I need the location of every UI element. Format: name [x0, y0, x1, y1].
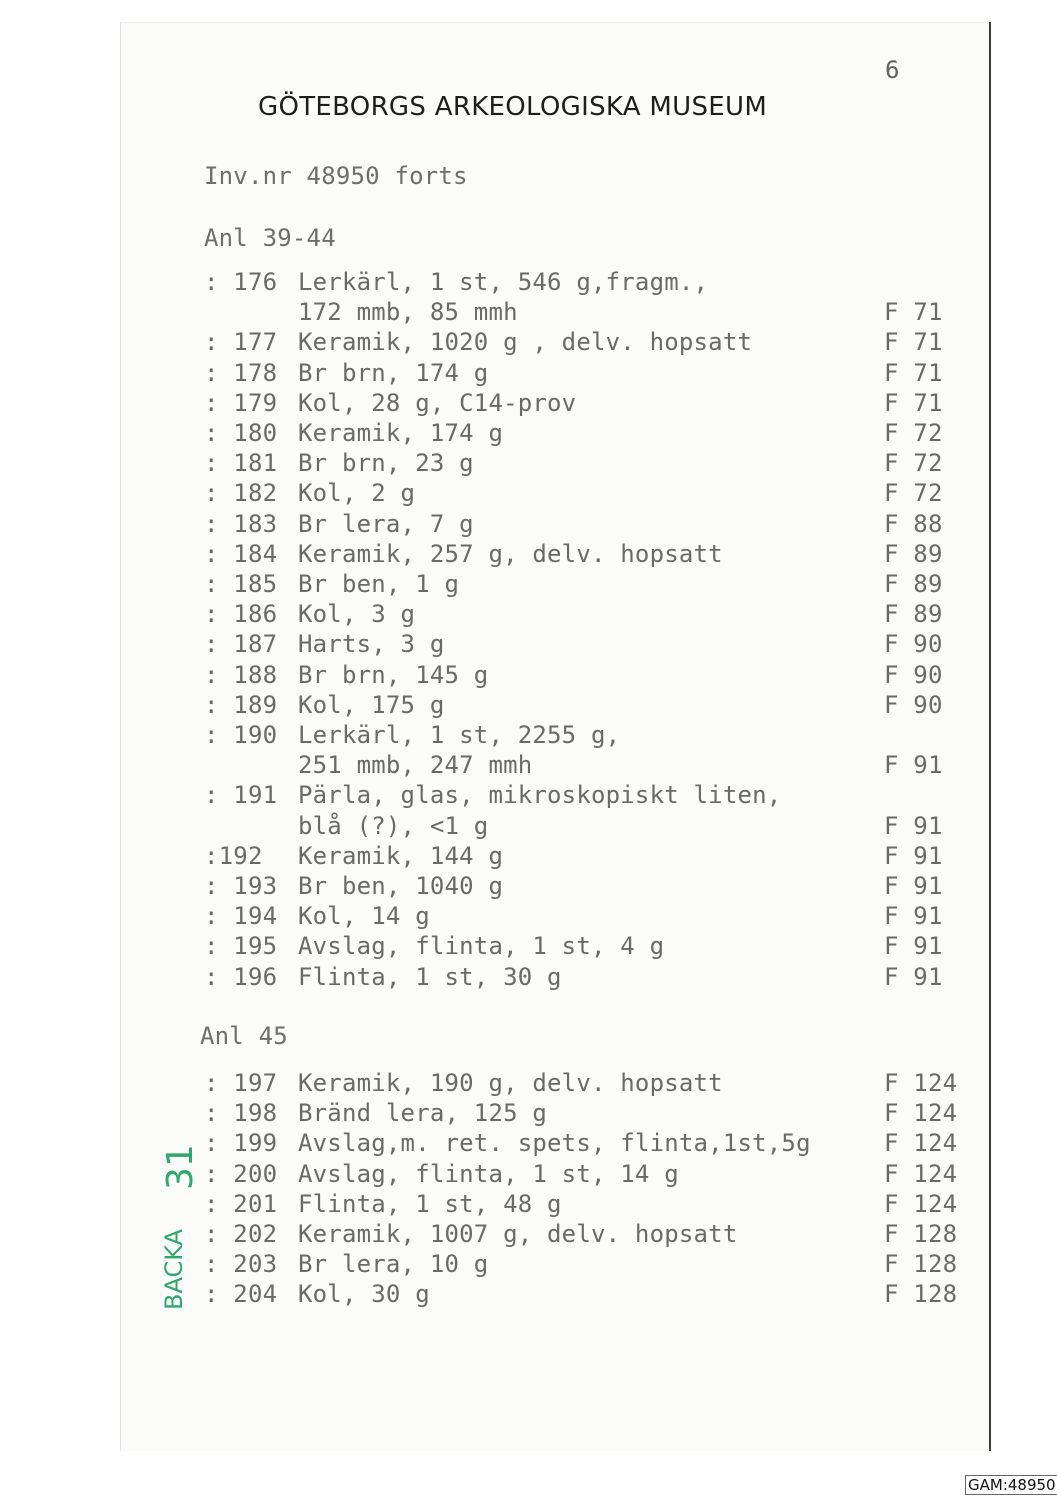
item-number: : 190 [204, 721, 278, 749]
item-reference: F 71 [884, 298, 943, 327]
item-description: Br ben, 1040 g [298, 872, 504, 900]
section-title: Anl 45 [200, 1022, 288, 1050]
museum-header: GÖTEBORGS ARKEOLOGISKA MUSEUM [258, 92, 768, 122]
list-item [0, 1069, 1057, 1099]
list-item [0, 389, 1057, 419]
item-reference: F 90 [884, 630, 943, 659]
list-item [0, 1220, 1057, 1250]
list-item [0, 661, 1057, 691]
list-item [0, 630, 1057, 660]
page-number: 6 [885, 56, 900, 84]
item-number: : 177 [204, 328, 278, 357]
item-description: Keramik, 190 g, delv. hopsatt [298, 1069, 723, 1097]
list-item [0, 1099, 1057, 1129]
list-item [0, 570, 1057, 600]
item-reference: F 91 [884, 841, 943, 870]
item-reference: F 124 [884, 1189, 958, 1218]
list-item [0, 1250, 1057, 1280]
item-number: : 195 [204, 932, 278, 961]
item-number: : 201 [204, 1189, 278, 1218]
item-number: : 182 [204, 479, 278, 508]
list-item [0, 328, 1057, 358]
item-number: : 185 [204, 570, 278, 598]
list-item [0, 600, 1057, 630]
item-description: Harts, 3 g [298, 630, 445, 659]
item-description: Keramik, 257 g, delv. hopsatt [298, 539, 723, 568]
item-number: : 181 [204, 449, 278, 478]
item-number: : 191 [204, 781, 278, 810]
item-reference: F 124 [884, 1099, 958, 1128]
item-number: : 186 [204, 600, 278, 629]
item-description: Kol, 175 g [298, 690, 445, 719]
list-item [0, 359, 1057, 389]
item-reference: F 128 [884, 1220, 958, 1248]
list-item [0, 812, 1057, 842]
item-reference: F 128 [884, 1250, 958, 1279]
item-number: : 188 [204, 660, 278, 689]
item-description: Flinta, 1 st, 48 g [298, 1189, 562, 1218]
list-item [0, 268, 1057, 298]
item-reference: F 90 [884, 660, 943, 689]
item-description: blå (?), <1 g [298, 811, 489, 840]
list-item [0, 721, 1057, 751]
item-number: : 199 [204, 1129, 278, 1158]
item-number: : 176 [204, 268, 278, 296]
item-description: Keramik, 1007 g, delv. hopsatt [298, 1220, 738, 1248]
item-description: Br brn, 145 g [298, 660, 489, 689]
item-number: : 204 [204, 1280, 278, 1309]
item-reference: F 91 [884, 932, 943, 961]
item-reference: F 72 [884, 419, 943, 447]
item-reference: F 71 [884, 328, 943, 357]
item-description: Kol, 14 g [298, 902, 430, 931]
item-description: Kol, 3 g [298, 600, 416, 629]
item-number: :192 [204, 841, 263, 870]
item-description: Br lera, 7 g [298, 509, 474, 538]
item-reference: F 89 [884, 600, 943, 629]
item-number: : 198 [204, 1099, 278, 1128]
list-item [0, 540, 1057, 570]
item-reference: F 89 [884, 539, 943, 568]
item-number: : 202 [204, 1220, 278, 1248]
item-description: Keramik, 1020 g , delv. hopsatt [298, 328, 753, 357]
item-reference: F 124 [884, 1159, 958, 1188]
item-description: Keramik, 144 g [298, 841, 504, 870]
item-reference: F 91 [884, 811, 943, 840]
list-item [0, 1129, 1057, 1159]
item-reference: F 71 [884, 358, 943, 387]
item-reference: F 72 [884, 449, 943, 478]
item-reference: F 124 [884, 1129, 958, 1158]
item-number: : 178 [204, 358, 278, 387]
list-item [0, 449, 1057, 479]
item-description: 172 mmb, 85 mmh [298, 298, 518, 327]
item-reference: F 71 [884, 388, 943, 417]
item-number: : 197 [204, 1069, 278, 1097]
item-description: Kol, 2 g [298, 479, 416, 508]
item-number: : 200 [204, 1159, 278, 1188]
item-description: Avslag,m. ret. spets, flinta,1st,5g [298, 1129, 811, 1158]
list-item [0, 932, 1057, 962]
item-description: Br lera, 10 g [298, 1250, 489, 1279]
item-reference: F 90 [884, 690, 943, 719]
item-description: Kol, 30 g [298, 1280, 430, 1309]
item-number: : 189 [204, 690, 278, 719]
item-description: Flinta, 1 st, 30 g [298, 962, 562, 991]
item-reference: F 128 [884, 1280, 958, 1309]
item-description: 251 mmb, 247 mmh [298, 751, 533, 780]
item-reference: F 72 [884, 479, 943, 508]
item-reference: F 89 [884, 570, 943, 598]
item-description: Br brn, 23 g [298, 449, 474, 478]
item-number: : 180 [204, 419, 278, 447]
archive-tag: GAM:48950 [965, 1475, 1057, 1495]
item-description: Lerkärl, 1 st, 2255 g, [298, 721, 621, 749]
list-item [0, 691, 1057, 721]
list-item [0, 902, 1057, 932]
list-item [0, 781, 1057, 811]
item-number: : 193 [204, 872, 278, 900]
list-item [0, 963, 1057, 993]
item-reference: F 91 [884, 962, 943, 991]
item-reference: F 91 [884, 751, 943, 780]
item-description: Keramik, 174 g [298, 419, 504, 447]
item-number: : 184 [204, 539, 278, 568]
list-item [0, 751, 1057, 781]
list-item [0, 419, 1057, 449]
item-reference: F 88 [884, 509, 943, 538]
inventory-number: Inv.nr 48950 forts [204, 162, 468, 190]
item-description: Pärla, glas, mikroskopiskt liten, [298, 781, 782, 810]
list-item [0, 298, 1057, 328]
item-description: Bränd lera, 125 g [298, 1099, 548, 1128]
list-item [0, 510, 1057, 540]
item-reference: F 91 [884, 902, 943, 931]
list-item [0, 1280, 1057, 1310]
item-description: Kol, 28 g, C14-prov [298, 388, 577, 417]
item-number: : 179 [204, 388, 278, 417]
backa-stamp: BACKA [160, 1229, 188, 1310]
item-number: : 183 [204, 509, 278, 538]
item-description: Br ben, 1 g [298, 570, 460, 598]
item-description: Avslag, flinta, 1 st, 14 g [298, 1159, 679, 1188]
item-description: Br brn, 174 g [298, 358, 489, 387]
item-description: Lerkärl, 1 st, 546 g,fragm., [298, 268, 709, 296]
item-description: Avslag, flinta, 1 st, 4 g [298, 932, 665, 961]
item-reference: F 124 [884, 1069, 958, 1097]
list-item [0, 479, 1057, 509]
item-number: : 194 [204, 902, 278, 931]
item-number: : 187 [204, 630, 278, 659]
item-number: : 196 [204, 962, 278, 991]
list-item [0, 842, 1057, 872]
list-item [0, 1160, 1057, 1190]
list-item [0, 872, 1057, 902]
item-number: : 203 [204, 1250, 278, 1279]
section-title: Anl 39-44 [204, 224, 336, 252]
stamp-number: 31 [160, 1144, 201, 1190]
item-reference: F 91 [884, 872, 943, 900]
list-item [0, 1190, 1057, 1220]
